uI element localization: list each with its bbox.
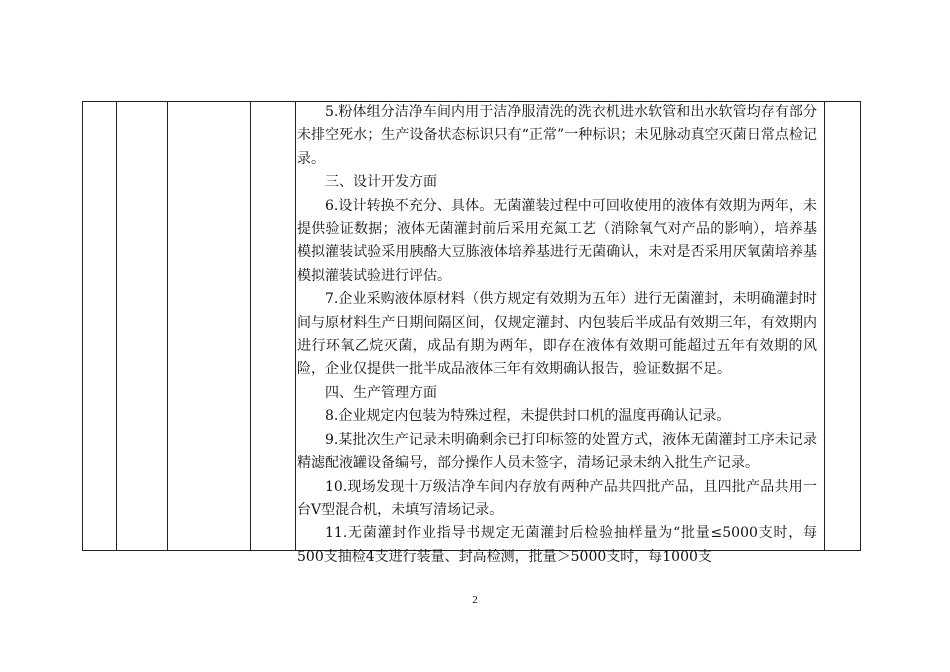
finding-paragraph: 11.无菌灌封作业指导书规定无菌灌封后检验抽样量为“批量≤5000支时，每500支抽检4支进行装量、封高检测，批量＞5000支时，每1000支 [297, 525, 817, 565]
finding-paragraph: 5.粉体组分洁净车间内用于洁净服清洗的洗衣机进水软管和出水软管均存有部分未排空死水；生产设备状态标识只有“正常”一种标识；未见脉动真空灭菌日常点检记录。 [297, 104, 817, 167]
page-number: 2 [472, 594, 478, 606]
finding-paragraph: 10.现场发现十万级洁净车间内存放有两种产品共四批产品，且四批产品共用一台V型混合机，未填写清场记录。 [297, 478, 817, 518]
section-heading: 四、生产管理方面 [325, 384, 437, 401]
column-divider [824, 102, 825, 550]
finding-paragraph: 6.设计转换不充分、具体。无菌灌装过程中可回收使用的液体有效期为两年，未提供验证数据；液体无菌灌封前后采用充氮工艺（消除氧气对产品的影响），培养基模拟灌装试验采用胰酪大豆胨液体培养基进行无菌确认，未对是否采用厌氧菌培养基模拟灌装试验进行评估。 [297, 197, 817, 284]
finding-paragraph: 7.企业采购液体原材料（供方规定有效期为五年）进行无菌灌封，未明确灌封时间与原材料生产日期间隔区间，仅规定灌封、内包装后半成品有效期三年，有效期内进行环氧乙烷灭菌，成品有期为两年，即存在液体有效期可能超过五年有效期的风险，企业仅提供一批半成品液体三年有效期确认报告，验证数据不足。 [297, 291, 817, 378]
column-divider [250, 102, 251, 550]
column-divider [116, 102, 117, 550]
finding-paragraph: 9.某批次生产记录未明确剩余已打印标签的处置方式，液体无菌灌封工序未记录精滤配液罐设备编号，部分操作人员未签字，清场记录未纳入批生产记录。 [297, 431, 817, 472]
section-heading: 三、设计开发方面 [325, 174, 437, 191]
findings-text-cell [297, 101, 817, 565]
column-divider [167, 102, 168, 550]
finding-paragraph: 8.企业规定内包装为特殊过程，未提供封口机的温度再确认记录。 [325, 408, 731, 425]
column-divider [295, 102, 296, 550]
